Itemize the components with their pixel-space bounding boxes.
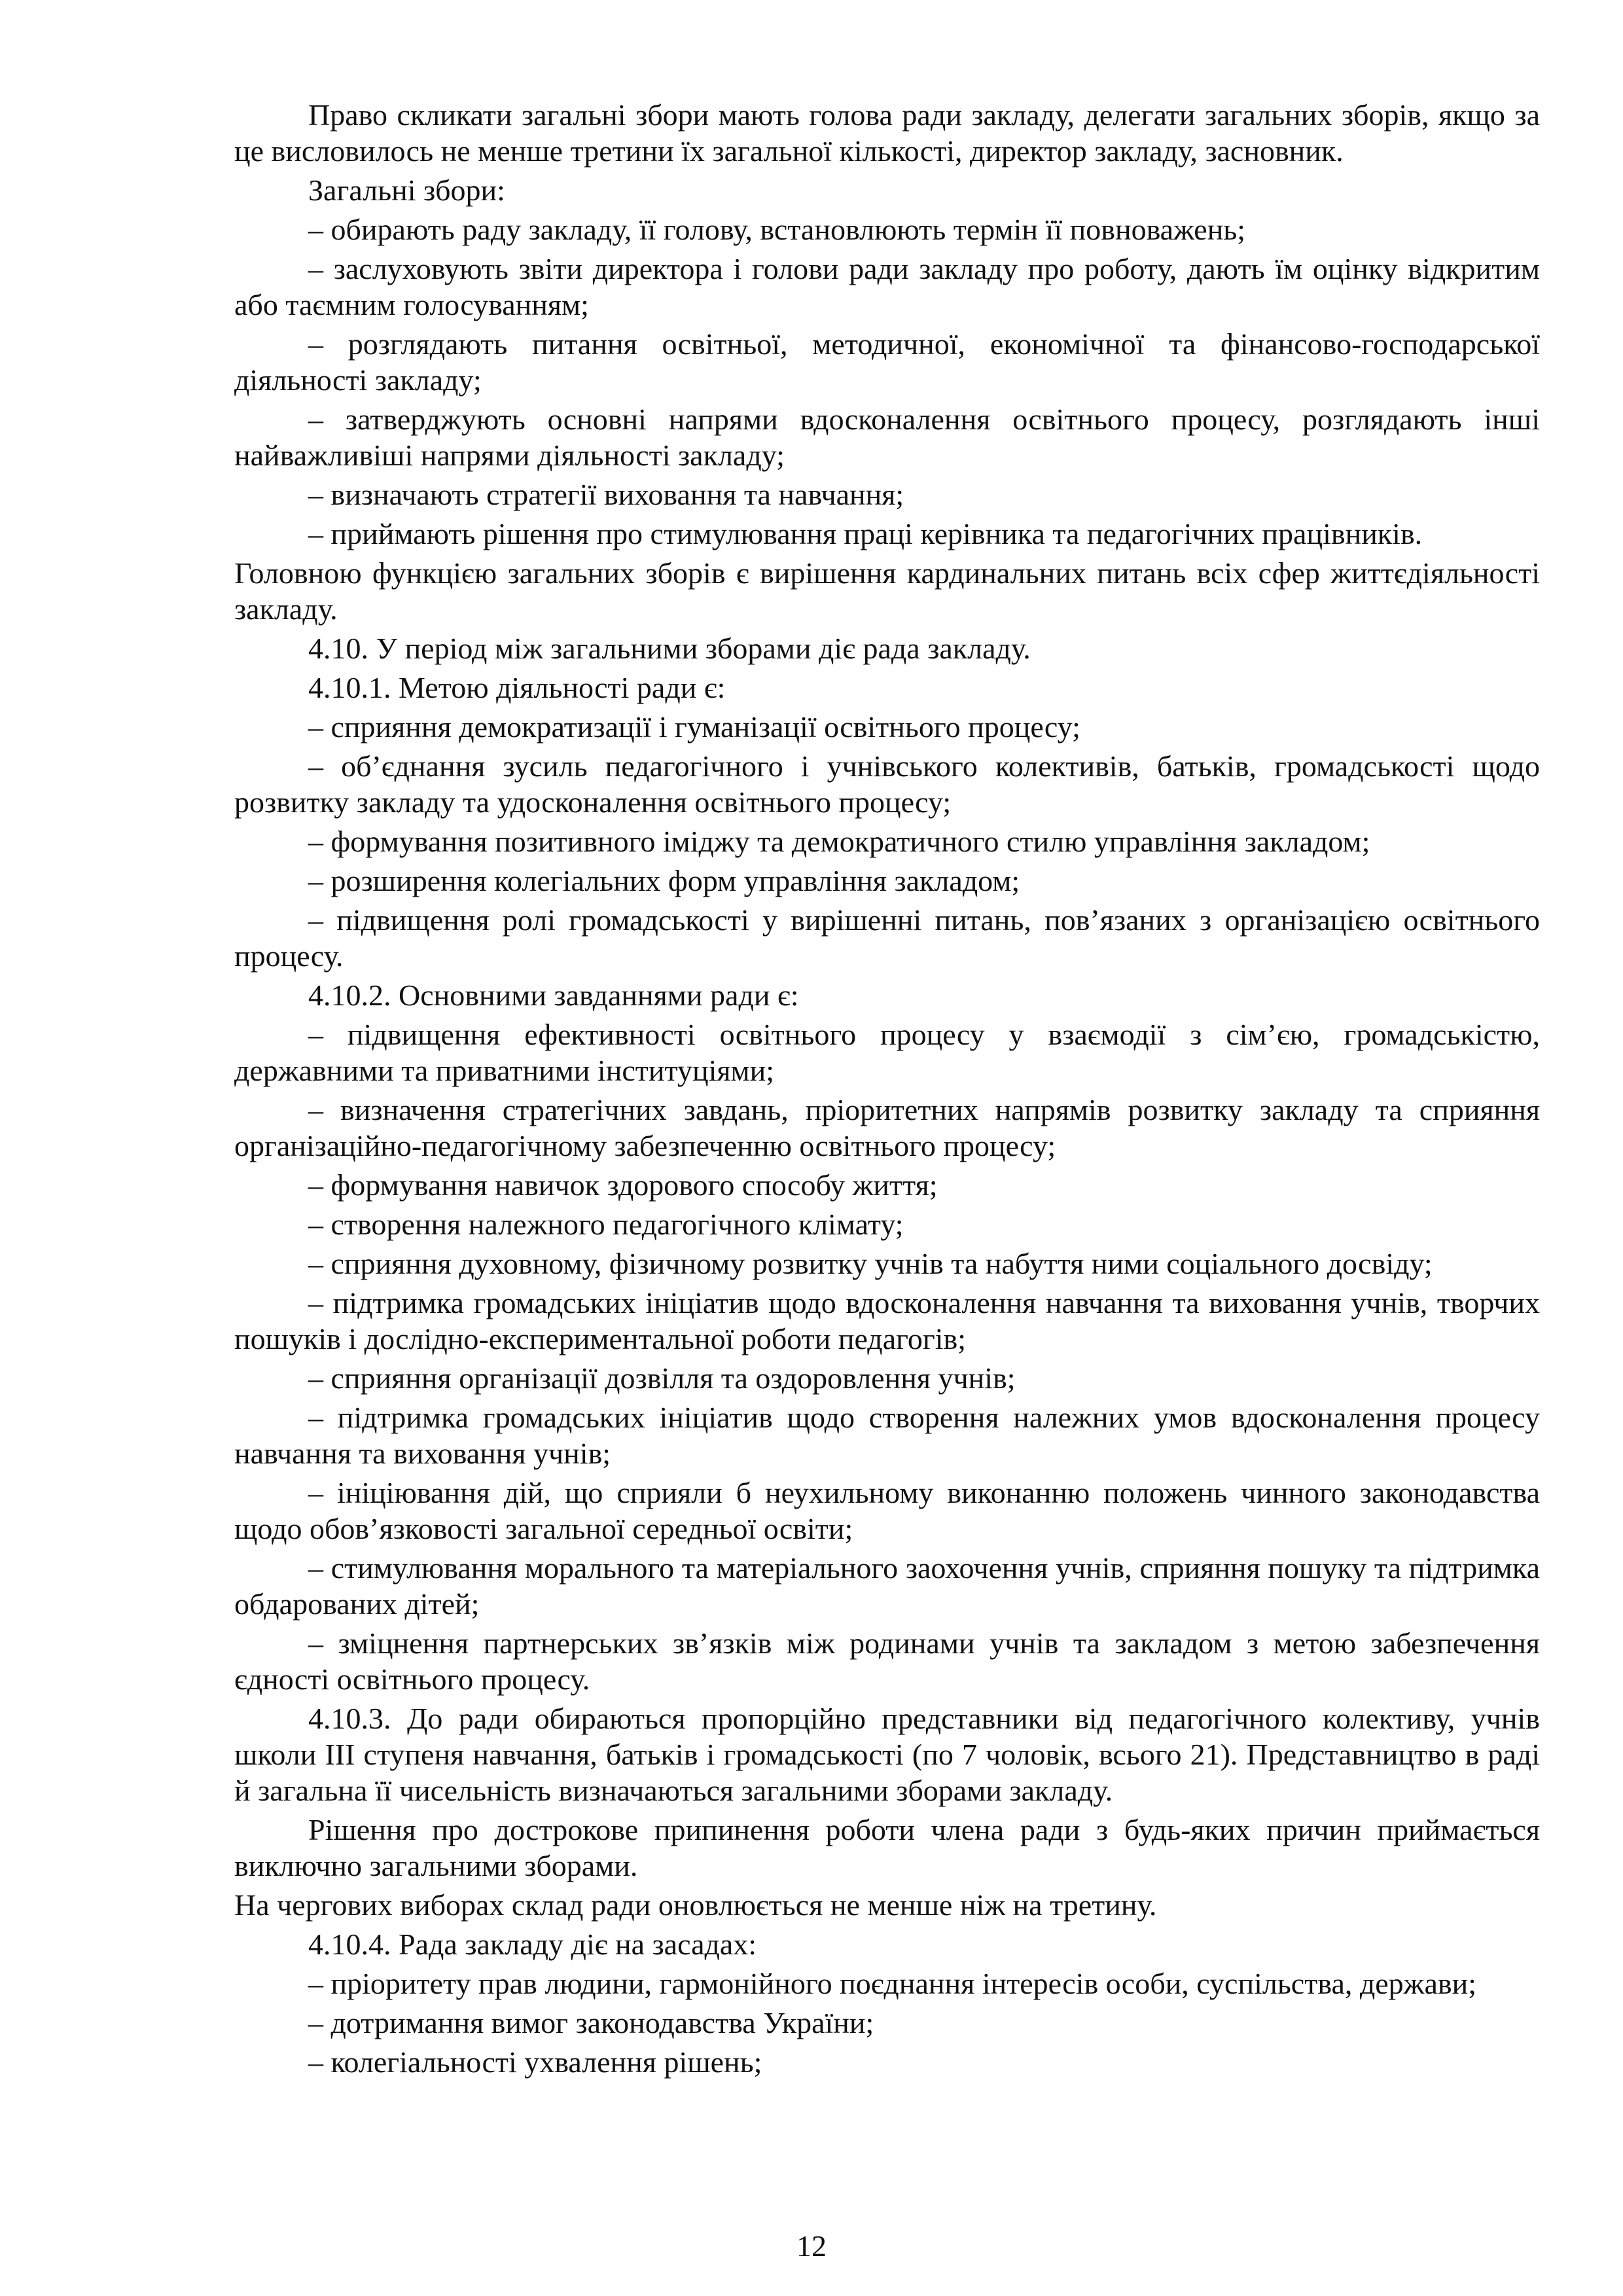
paragraph: – зміцнення партнерських зв’язків між родинами учнів та закладом з метою забезпечення єдності освітнього процесу. — [234, 1626, 1540, 1696]
paragraph: На чергових виборах склад ради оновлюється не менше ніж на третину. — [234, 1888, 1157, 1922]
paragraph: 4.10. У період між загальними зборами діє рада закладу. — [308, 632, 1031, 665]
paragraph: – сприяння духовному, фізичному розвитку учнів та набуття ними соціального досвіду; — [308, 1247, 1433, 1280]
paragraph: – ініціювання дій, що сприяли б неухильному виконанню положень чинного законодавства щодо обов’язковості загальної середньої освіти; — [234, 1476, 1540, 1545]
paragraph: – дотримання вимог законодавства України; — [308, 2006, 874, 2039]
paragraph: – підтримка громадських ініціатив щодо вдосконалення навчання та виховання учнів, творчих пошуків і дослідно-експериментальної роботи педагогів; — [234, 1286, 1540, 1355]
paragraph: Загальні збори: — [308, 173, 505, 207]
paragraph: – об’єднання зусиль педагогічного і учнівського колективів, батьків, громадськості щодо розвитку закладу та удосконалення освітнього процесу; — [234, 749, 1540, 819]
paragraph: – сприяння організації дозвілля та оздоровлення учнів; — [308, 1361, 1016, 1395]
paragraph: – створення належного педагогічного клімату; — [308, 1208, 904, 1241]
paragraph: – формування навичок здорового способу життя; — [308, 1168, 938, 1202]
paragraph: – стимулювання морального та матеріального заохочення учнів, сприяння пошуку та підтримка обдарованих дітей; — [234, 1551, 1540, 1621]
paragraph: – формування позитивного іміджу та демократичного стилю управління закладом; — [308, 825, 1370, 858]
paragraph: – розширення колегіальних форм управління закладом; — [308, 864, 1020, 897]
paragraph: – обирають раду закладу, її голову, встановлюють термін її повноважень; — [308, 213, 1246, 246]
paragraph: – підтримка громадських ініціатив щодо створення належних умов вдосконалення процесу навчання та виховання учнів; — [234, 1401, 1540, 1470]
paragraph: 4.10.4. Рада закладу діє на засадах: — [308, 1928, 757, 1961]
paragraph: Рішення про дострокове припинення роботи члена ради з будь-яких причин приймається виключно загальними зборами. — [234, 1813, 1540, 1882]
paragraph: – приймають рішення про стимулювання праці керівника та педагогічних працівників. — [308, 517, 1423, 550]
paragraph: – заслуховують звіти директора і голови ради закладу про роботу, дають їм оцінку відкритим або таємним голосуванням; — [234, 252, 1540, 321]
paragraph: – сприяння демократизації і гуманізації освітнього процесу; — [308, 710, 1080, 744]
paragraph: 4.10.1. Метою діяльності ради є: — [308, 671, 726, 704]
paragraph: – підвищення ролі громадськості у вирішенні питань, пов’язаних з організацією освітнього процесу. — [234, 903, 1540, 973]
paragraph: 4.10.3. До ради обираються пропорційно представники від педагогічного колективу, учнів школи ІІІ ступеня навчання, батьків і громадськості (по 7 чоловік, всього 21). Представництво в раді й загальна її чисельність визначаються загальними зборами закладу. — [234, 1702, 1540, 1807]
paragraph: 4.10.2. Основними завданнями ради є: — [308, 978, 799, 1012]
paragraph: – пріоритету прав людини, гармонійного поєднання інтересів особи, суспільства, держави; — [308, 1967, 1476, 2000]
paragraph: – колегіальності ухвалення рішень; — [308, 2045, 762, 2079]
paragraph: – підвищення ефективності освітнього процесу у взаємодії з сім’єю, громадськістю, державними та приватними інституціями; — [234, 1018, 1540, 1087]
paragraph: – затверджують основні напрями вдосконалення освітнього процесу, розглядають інші найважливіші напрями діяльності закладу; — [234, 403, 1540, 472]
paragraph: – розглядають питання освітньої, методичної, економічної та фінансово-господарської діяльності закладу; — [234, 327, 1540, 397]
document-body — [234, 97, 1540, 2083]
paragraph: Право скликати загальні збори мають голова ради закладу, делегати загальних зборів, якщо за це висловилось не менше третини їх загальної кількості, директор закладу, засновник. — [234, 98, 1540, 168]
paragraph: – визначають стратегії виховання та навчання; — [308, 478, 904, 511]
paragraph: Головною функцією загальних зборів є вирішення кардинальних питань всіх сфер життєдіяльності закладу. — [234, 556, 1540, 626]
page-number: 12 — [796, 2229, 827, 2263]
paragraph: – визначення стратегічних завдань, пріоритетних напрямів розвитку закладу та сприяння організаційно-педагогічному забезпеченню освітнього процесу; — [234, 1093, 1540, 1162]
